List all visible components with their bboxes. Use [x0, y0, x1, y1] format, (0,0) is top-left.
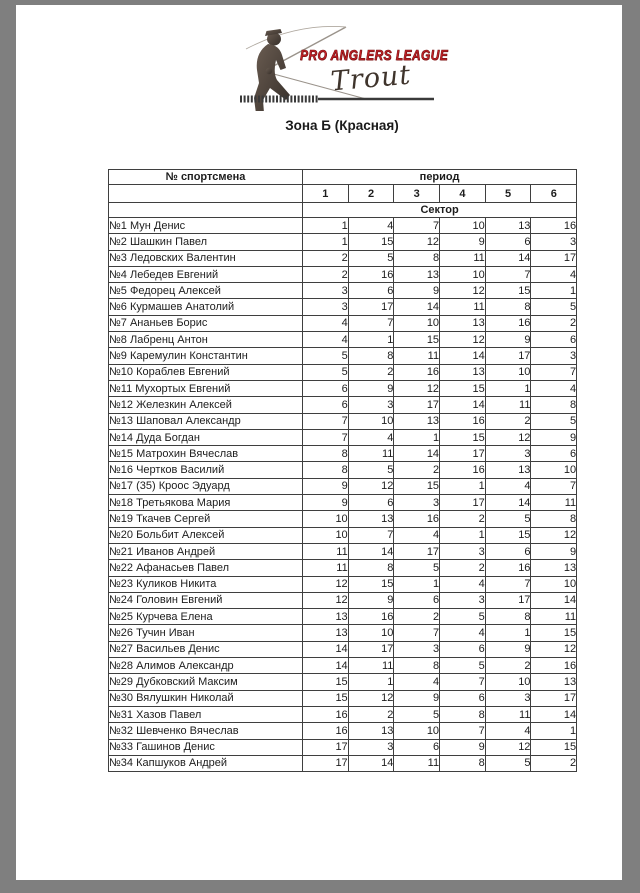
sector-cell: 9	[394, 690, 440, 706]
sector-cell: 4	[303, 315, 349, 331]
table-row	[109, 527, 577, 543]
athlete-name-cell: №27 Васильев Денис	[109, 641, 303, 657]
table-row	[109, 609, 577, 625]
sector-cell: 8	[440, 706, 486, 722]
sector-cell: 7	[348, 527, 394, 543]
table-row	[109, 315, 577, 331]
table-row	[109, 641, 577, 657]
sector-cell: 8	[303, 446, 349, 462]
sector-cell: 13	[348, 723, 394, 739]
athlete-name-cell: №18 Третьякова Мария	[109, 495, 303, 511]
empty-header-cell	[109, 203, 303, 218]
document-page	[16, 5, 622, 880]
athlete-name-cell: №8 Лабренц Антон	[109, 332, 303, 348]
sector-cell: 3	[440, 543, 486, 559]
sector-cell: 7	[531, 364, 577, 380]
sector-cell: 12	[531, 641, 577, 657]
sector-cell: 8	[303, 462, 349, 478]
header-row-period-numbers	[109, 185, 577, 203]
sector-cell: 6	[485, 234, 531, 250]
sector-cell: 7	[394, 625, 440, 641]
sector-cell: 1	[485, 625, 531, 641]
sector-cell: 3	[348, 397, 394, 413]
sector-cell: 10	[348, 625, 394, 641]
logo-subtitle: Trout	[329, 59, 413, 98]
sector-cell: 11	[394, 755, 440, 771]
sector-cell: 6	[303, 380, 349, 396]
sector-cell: 14	[485, 495, 531, 511]
athlete-name-cell: №29 Дубковский Максим	[109, 674, 303, 690]
sector-cell: 17	[348, 299, 394, 315]
sector-cell: 1	[303, 218, 349, 234]
sector-cell: 12	[348, 478, 394, 494]
athlete-name-cell: №17 (35) Кроос Эдуард	[109, 478, 303, 494]
sector-cell: 12	[394, 380, 440, 396]
sector-cell: 10	[440, 218, 486, 234]
sector-cell: 12	[485, 429, 531, 445]
table-row	[109, 299, 577, 315]
sector-cell: 11	[485, 397, 531, 413]
table-row	[109, 723, 577, 739]
table-row	[109, 446, 577, 462]
sector-cell: 1	[303, 234, 349, 250]
sector-cell: 3	[348, 739, 394, 755]
table-row	[109, 234, 577, 250]
league-logo	[234, 19, 450, 111]
sector-cell: 16	[303, 706, 349, 722]
sector-cell: 4	[348, 218, 394, 234]
athlete-name-cell: №16 Чертков Василий	[109, 462, 303, 478]
sector-cell: 2	[348, 706, 394, 722]
sector-cell: 15	[440, 429, 486, 445]
sector-cell: 9	[531, 543, 577, 559]
athlete-name-cell: №12 Железкин Алексей	[109, 397, 303, 413]
sector-cell: 8	[394, 658, 440, 674]
athlete-name-cell: №3 Ледовских Валентин	[109, 250, 303, 266]
sector-cell: 13	[440, 315, 486, 331]
sector-cell: 8	[531, 511, 577, 527]
sector-cell: 2	[485, 658, 531, 674]
table-row	[109, 592, 577, 608]
sector-cell: 3	[303, 283, 349, 299]
sector-cell: 13	[394, 413, 440, 429]
sector-cell: 16	[531, 218, 577, 234]
sector-cell: 16	[531, 658, 577, 674]
table-row	[109, 560, 577, 576]
sector-cell: 1	[485, 380, 531, 396]
sector-cell: 9	[348, 380, 394, 396]
sector-cell: 15	[485, 527, 531, 543]
empty-header-cell	[109, 185, 303, 203]
sector-cell: 3	[394, 495, 440, 511]
sector-cell: 2	[531, 315, 577, 331]
table-row	[109, 218, 577, 234]
sector-cell: 10	[531, 462, 577, 478]
athlete-name-cell: №22 Афанасьев Павел	[109, 560, 303, 576]
sector-header: Сектор	[303, 203, 577, 218]
table-row	[109, 739, 577, 755]
sector-cell: 4	[485, 723, 531, 739]
sector-cell: 6	[440, 690, 486, 706]
athlete-name-cell: №14 Дуда Богдан	[109, 429, 303, 445]
sector-cell: 1	[440, 478, 486, 494]
sector-cell: 10	[531, 576, 577, 592]
sector-cell: 8	[394, 250, 440, 266]
athlete-name-cell: №5 Федорец Алексей	[109, 283, 303, 299]
sector-cell: 17	[440, 495, 486, 511]
sector-cell: 11	[348, 446, 394, 462]
sector-cell: 4	[394, 527, 440, 543]
sector-cell: 17	[303, 755, 349, 771]
sector-cell: 15	[531, 739, 577, 755]
sector-cell: 13	[440, 364, 486, 380]
table-row	[109, 332, 577, 348]
period-1-header: 1	[303, 185, 349, 203]
sector-cell: 15	[394, 332, 440, 348]
sector-cell: 9	[394, 283, 440, 299]
sector-cell: 7	[485, 576, 531, 592]
header-row-sector	[109, 203, 577, 218]
sector-cell: 6	[303, 397, 349, 413]
athlete-name-cell: №15 Матрохин Вячеслав	[109, 446, 303, 462]
table-row	[109, 674, 577, 690]
sector-cell: 6	[440, 641, 486, 657]
sector-cell: 10	[485, 674, 531, 690]
sector-cell: 6	[531, 446, 577, 462]
sector-cell: 10	[348, 413, 394, 429]
sectors-table	[108, 169, 577, 772]
athlete-name-cell: №24 Головин Евгений	[109, 592, 303, 608]
sector-cell: 14	[348, 755, 394, 771]
athlete-name-cell: №23 Куликов Никита	[109, 576, 303, 592]
sector-cell: 13	[303, 625, 349, 641]
sector-cell: 5	[440, 658, 486, 674]
sector-cell: 14	[394, 446, 440, 462]
sector-cell: 15	[348, 576, 394, 592]
sector-cell: 9	[348, 592, 394, 608]
sector-cell: 2	[303, 266, 349, 282]
period-3-header: 3	[394, 185, 440, 203]
sector-cell: 11	[348, 658, 394, 674]
table-row	[109, 364, 577, 380]
athlete-name-cell: №4 Лебедев Евгений	[109, 266, 303, 282]
sector-cell: 15	[440, 380, 486, 396]
sector-cell: 2	[485, 413, 531, 429]
sector-cell: 5	[440, 609, 486, 625]
sector-cell: 10	[303, 527, 349, 543]
sector-cell: 11	[531, 495, 577, 511]
sector-cell: 4	[531, 266, 577, 282]
sector-cell: 7	[348, 315, 394, 331]
table-row	[109, 511, 577, 527]
sector-cell: 16	[303, 723, 349, 739]
sector-cell: 5	[531, 413, 577, 429]
sector-cell: 14	[394, 299, 440, 315]
sector-cell: 12	[485, 739, 531, 755]
sector-cell: 15	[348, 234, 394, 250]
sector-cell: 16	[394, 364, 440, 380]
sector-cell: 12	[531, 527, 577, 543]
sector-cell: 13	[485, 218, 531, 234]
table-row	[109, 348, 577, 364]
period-2-header: 2	[348, 185, 394, 203]
sector-cell: 17	[394, 397, 440, 413]
sector-cell: 11	[394, 348, 440, 364]
sector-cell: 4	[440, 625, 486, 641]
sector-cell: 9	[485, 332, 531, 348]
sector-cell: 12	[394, 234, 440, 250]
sector-cell: 17	[394, 543, 440, 559]
sector-cell: 15	[394, 478, 440, 494]
sector-cell: 1	[440, 527, 486, 543]
sector-cell: 12	[348, 690, 394, 706]
period-5-header: 5	[485, 185, 531, 203]
sector-cell: 5	[485, 755, 531, 771]
sector-cell: 1	[531, 723, 577, 739]
sector-cell: 2	[394, 609, 440, 625]
sector-cell: 10	[485, 364, 531, 380]
sector-cell: 14	[303, 641, 349, 657]
sector-cell: 3	[531, 234, 577, 250]
sector-cell: 6	[348, 495, 394, 511]
table-row	[109, 495, 577, 511]
sector-cell: 7	[303, 413, 349, 429]
athlete-name-cell: №9 Каремулин Константин	[109, 348, 303, 364]
sector-cell: 5	[303, 364, 349, 380]
sector-cell: 3	[531, 348, 577, 364]
sector-cell: 14	[440, 397, 486, 413]
table-row	[109, 755, 577, 771]
table-row	[109, 576, 577, 592]
athlete-name-cell: №21 Иванов Андрей	[109, 543, 303, 559]
sector-cell: 14	[531, 706, 577, 722]
sector-cell: 4	[303, 332, 349, 348]
sector-cell: 12	[303, 576, 349, 592]
sector-cell: 8	[348, 348, 394, 364]
sector-cell: 2	[531, 755, 577, 771]
sector-cell: 8	[485, 299, 531, 315]
sector-cell: 9	[440, 234, 486, 250]
table-row	[109, 625, 577, 641]
sector-cell: 12	[440, 332, 486, 348]
sector-cell: 9	[531, 429, 577, 445]
sector-cell: 5	[394, 560, 440, 576]
sector-cell: 17	[485, 592, 531, 608]
sector-cell: 9	[303, 478, 349, 494]
sector-cell: 14	[348, 543, 394, 559]
sector-cell: 11	[485, 706, 531, 722]
table-row	[109, 380, 577, 396]
table-row	[109, 266, 577, 282]
table-row	[109, 658, 577, 674]
athlete-name-cell: №34 Капшуков Андрей	[109, 755, 303, 771]
table-row	[109, 429, 577, 445]
sector-cell: 9	[440, 739, 486, 755]
sector-cell: 12	[303, 592, 349, 608]
sector-cell: 8	[531, 397, 577, 413]
sector-cell: 4	[531, 380, 577, 396]
athlete-name-cell: №31 Хазов Павел	[109, 706, 303, 722]
sector-cell: 16	[440, 413, 486, 429]
sector-cell: 9	[303, 495, 349, 511]
sector-cell: 1	[394, 429, 440, 445]
sector-cell: 10	[394, 315, 440, 331]
table-row	[109, 706, 577, 722]
athlete-name-cell: №33 Гашинов Денис	[109, 739, 303, 755]
sector-cell: 4	[485, 478, 531, 494]
sector-cell: 17	[531, 690, 577, 706]
sector-cell: 3	[394, 641, 440, 657]
sector-cell: 11	[440, 299, 486, 315]
table-row	[109, 478, 577, 494]
sector-cell: 16	[348, 609, 394, 625]
sector-cell: 5	[348, 250, 394, 266]
sector-cell: 1	[348, 332, 394, 348]
table-row	[109, 462, 577, 478]
sector-cell: 14	[303, 658, 349, 674]
sector-cell: 4	[440, 576, 486, 592]
sector-cell: 6	[394, 592, 440, 608]
sector-cell: 4	[348, 429, 394, 445]
sector-cell: 11	[531, 609, 577, 625]
table-row	[109, 397, 577, 413]
athlete-name-cell: №26 Тучин Иван	[109, 625, 303, 641]
athlete-name-cell: №30 Вялушкин Николай	[109, 690, 303, 706]
period-6-header: 6	[531, 185, 577, 203]
athlete-column-header: № спортсмена	[109, 170, 303, 185]
sector-cell: 17	[531, 250, 577, 266]
table-row	[109, 250, 577, 266]
sector-cell: 4	[394, 674, 440, 690]
sector-cell: 14	[485, 250, 531, 266]
zone-heading: Зона Б (Красная)	[285, 118, 399, 133]
sector-cell: 17	[485, 348, 531, 364]
sector-cell: 15	[485, 283, 531, 299]
sector-cell: 2	[440, 511, 486, 527]
sector-cell: 2	[440, 560, 486, 576]
sector-cell: 5	[485, 511, 531, 527]
athlete-name-cell: №20 Больбит Алексей	[109, 527, 303, 543]
sector-cell: 7	[440, 674, 486, 690]
sector-cell: 12	[440, 283, 486, 299]
period-4-header: 4	[440, 185, 486, 203]
sector-cell: 1	[394, 576, 440, 592]
sector-cell: 2	[394, 462, 440, 478]
sector-cell: 1	[348, 674, 394, 690]
sector-cell: 6	[531, 332, 577, 348]
athlete-name-cell: №11 Мухортых Евгений	[109, 380, 303, 396]
athlete-name-cell: №1 Мун Денис	[109, 218, 303, 234]
sector-cell: 8	[440, 755, 486, 771]
sector-cell: 8	[348, 560, 394, 576]
sector-cell: 13	[531, 674, 577, 690]
sector-cell: 3	[440, 592, 486, 608]
table-row	[109, 413, 577, 429]
sector-cell: 7	[485, 266, 531, 282]
sector-cell: 13	[531, 560, 577, 576]
table-row	[109, 543, 577, 559]
sector-cell: 16	[348, 266, 394, 282]
athlete-name-cell: №13 Шаповал Александр	[109, 413, 303, 429]
sector-cell: 5	[348, 462, 394, 478]
table-body	[109, 218, 577, 772]
sector-cell: 15	[531, 625, 577, 641]
logo-title: PRO ANGLERS LEAGUE	[300, 47, 449, 64]
sector-cell: 16	[394, 511, 440, 527]
sector-cell: 2	[348, 364, 394, 380]
sector-cell: 2	[303, 250, 349, 266]
sector-cell: 16	[485, 315, 531, 331]
sector-cell: 13	[485, 462, 531, 478]
sector-cell: 13	[394, 266, 440, 282]
sector-cell: 3	[303, 299, 349, 315]
sector-cell: 11	[303, 543, 349, 559]
sector-cell: 10	[394, 723, 440, 739]
sector-cell: 16	[440, 462, 486, 478]
sector-cell: 13	[348, 511, 394, 527]
sector-cell: 5	[303, 348, 349, 364]
sector-cell: 17	[440, 446, 486, 462]
period-header: период	[303, 170, 577, 185]
sector-cell: 9	[485, 641, 531, 657]
sector-cell: 16	[485, 560, 531, 576]
athlete-name-cell: №6 Курмашев Анатолий	[109, 299, 303, 315]
sector-cell: 14	[531, 592, 577, 608]
athlete-name-cell: №7 Ананьев Борис	[109, 315, 303, 331]
sector-cell: 3	[485, 690, 531, 706]
athlete-name-cell: №32 Шевченко Вячеслав	[109, 723, 303, 739]
sector-cell: 7	[440, 723, 486, 739]
sector-cell: 15	[303, 674, 349, 690]
athlete-name-cell: №10 Кораблев Евгений	[109, 364, 303, 380]
sector-cell: 3	[485, 446, 531, 462]
sector-cell: 7	[394, 218, 440, 234]
sector-cell: 17	[303, 739, 349, 755]
athlete-name-cell: №25 Курчева Елена	[109, 609, 303, 625]
sector-cell: 6	[348, 283, 394, 299]
athlete-name-cell: №19 Ткачев Сергей	[109, 511, 303, 527]
sector-cell: 15	[303, 690, 349, 706]
sector-cell: 14	[440, 348, 486, 364]
sector-cell: 6	[485, 543, 531, 559]
sector-cell: 10	[303, 511, 349, 527]
sector-cell: 7	[303, 429, 349, 445]
sector-cell: 13	[303, 609, 349, 625]
sector-cell: 17	[348, 641, 394, 657]
table-row	[109, 283, 577, 299]
sector-cell: 11	[303, 560, 349, 576]
sector-cell: 10	[440, 266, 486, 282]
header-row-period	[109, 170, 577, 185]
sector-cell: 7	[531, 478, 577, 494]
sector-cell: 5	[394, 706, 440, 722]
table-row	[109, 690, 577, 706]
sector-cell: 11	[440, 250, 486, 266]
sector-cell: 8	[485, 609, 531, 625]
sector-cell: 5	[531, 299, 577, 315]
sector-cell: 1	[531, 283, 577, 299]
sector-cell: 6	[394, 739, 440, 755]
athlete-name-cell: №2 Шашкин Павел	[109, 234, 303, 250]
athlete-name-cell: №28 Алимов Александр	[109, 658, 303, 674]
